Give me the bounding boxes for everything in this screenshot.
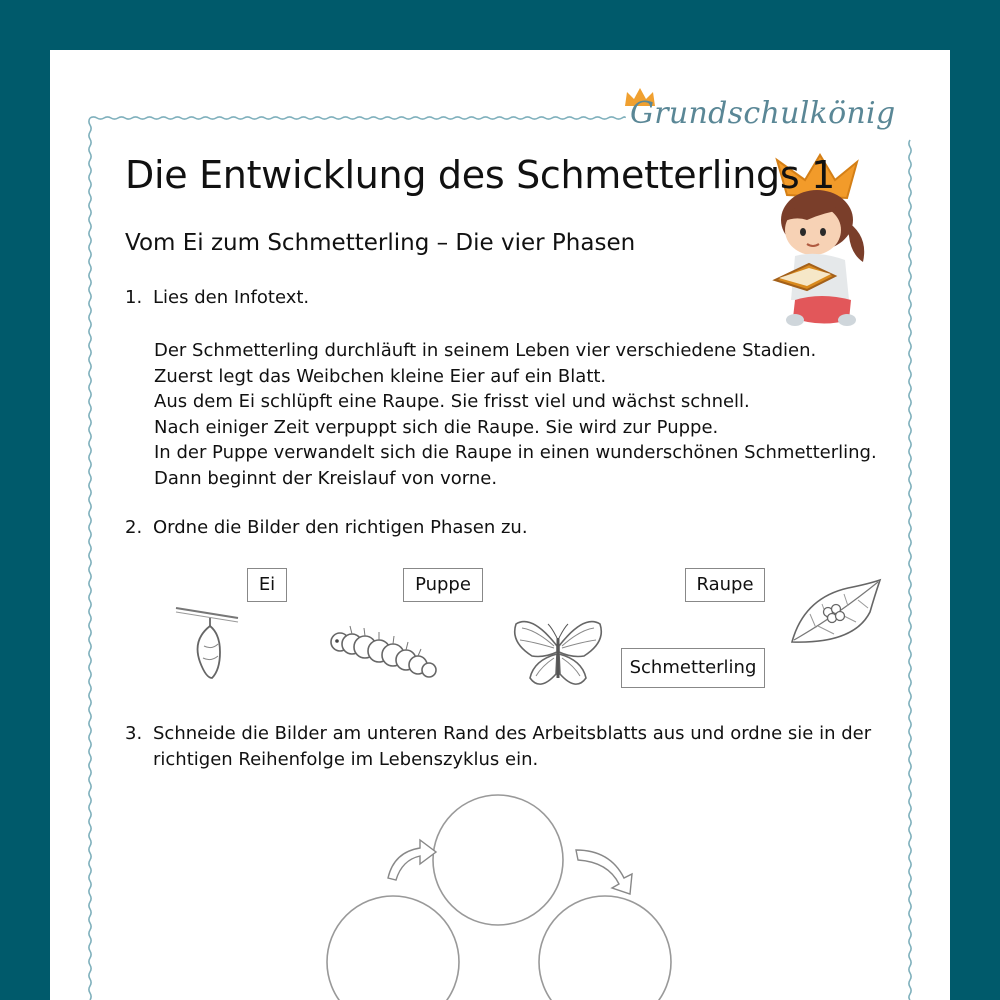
label-puppe[interactable]: Puppe <box>403 568 483 602</box>
cycle-slot-right[interactable] <box>539 896 671 1000</box>
task-text: Schneide die Bilder am unteren Rand des Arbeitsblatts aus und ordne sie in der <box>153 723 872 744</box>
worksheet-page <box>50 50 950 1000</box>
task-1 <box>125 287 309 308</box>
task-text: Lies den Infotext. <box>153 287 310 308</box>
info-line: Dann beginnt der Kreislauf von vorne. <box>154 467 498 489</box>
info-line: Der Schmetterling durchläuft in seinem Leben vier verschiedene Stadien. <box>154 340 817 361</box>
info-line: In der Puppe verwandelt sich die Raupe in einen wunderschönen Schmetterling. <box>154 442 877 463</box>
pupa-image[interactable] <box>172 600 242 685</box>
cycle-arrow-icon <box>388 840 436 880</box>
caterpillar-image[interactable] <box>328 622 440 688</box>
info-line: Nach einiger Zeit verpuppt sich die Raupe. Sie wird zur Puppe. <box>154 416 719 438</box>
task-text-continued: richtigen Reihenfolge im Lebenszyklus ein. <box>153 749 539 770</box>
cycle-slot-left[interactable] <box>327 896 459 1000</box>
brand-logo-text: Grundschulkönig <box>630 96 896 131</box>
label-ei[interactable]: Ei <box>247 568 287 602</box>
label-raupe[interactable]: Raupe <box>685 568 765 602</box>
info-line: Aus dem Ei schlüpft eine Raupe. Sie frisst viel und wächst schnell. <box>154 391 750 412</box>
worksheet-title: Die Entwicklung des Schmetterlings 1 <box>125 153 835 197</box>
cycle-arrow-icon <box>576 850 632 894</box>
task-2 <box>125 517 528 538</box>
task-3 <box>125 721 871 773</box>
info-line: Zuerst legt das Weibchen kleine Eier auf ein Blatt. <box>154 365 607 387</box>
butterfly-image[interactable] <box>510 616 606 694</box>
label-schmetterling[interactable]: Schmetterling <box>621 648 765 688</box>
life-cycle-diagram <box>320 790 680 1000</box>
info-text <box>154 338 877 491</box>
leaf-eggs-image[interactable] <box>788 578 884 650</box>
cycle-slot-top[interactable] <box>433 795 563 925</box>
task-text: Ordne die Bilder den richtigen Phasen zu. <box>153 517 528 538</box>
task-number: 2. <box>125 517 143 538</box>
task-number: 3. <box>125 723 143 744</box>
worksheet-subtitle: Vom Ei zum Schmetterling – Die vier Phasen <box>125 230 636 256</box>
task-number: 1. <box>125 287 143 308</box>
